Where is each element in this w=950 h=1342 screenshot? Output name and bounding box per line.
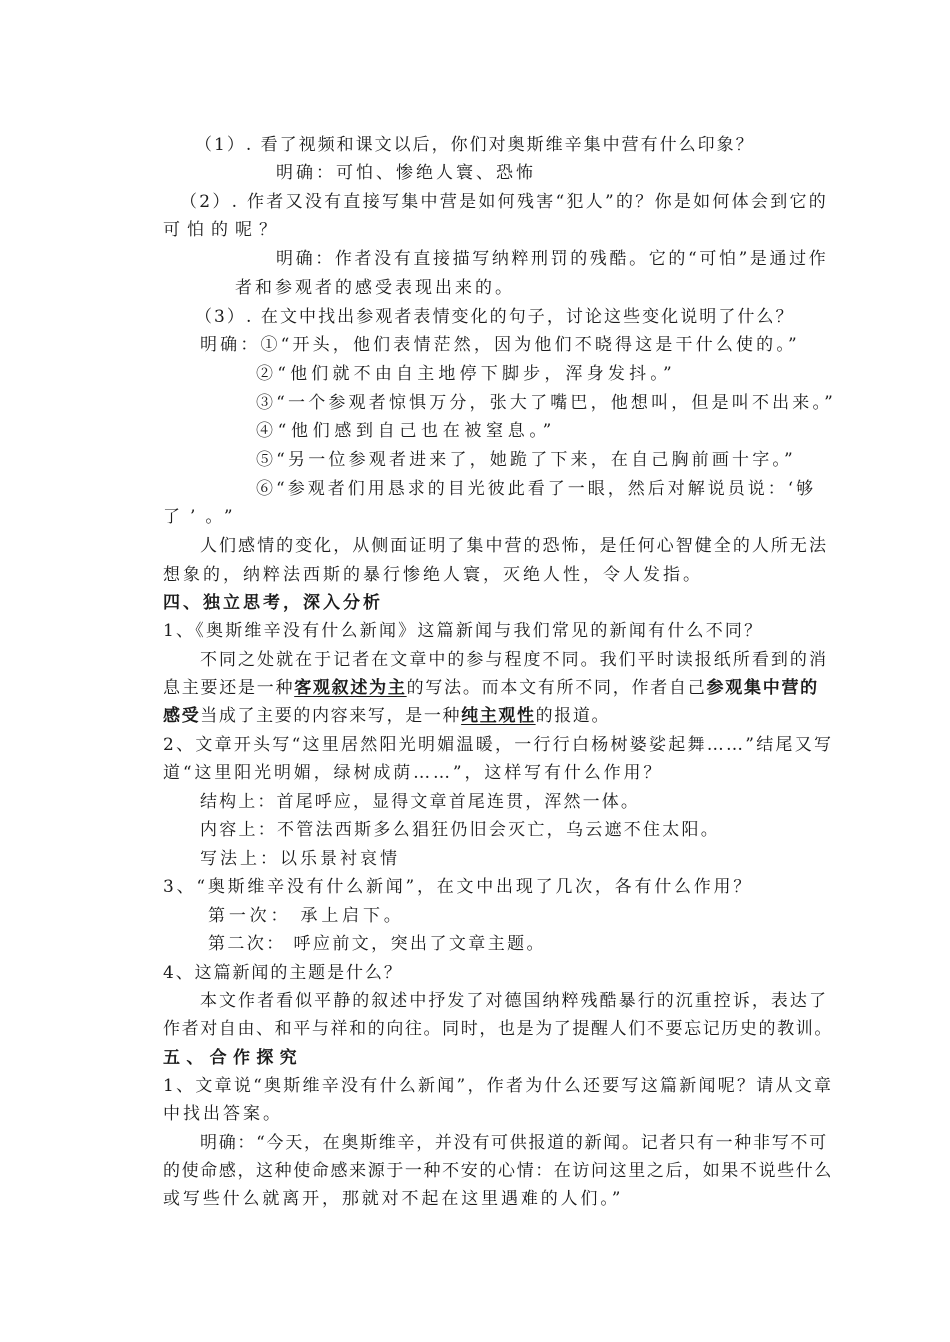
text-run: 的报道。 (535, 706, 611, 726)
s4-answer-structure: 结构上：首尾呼应，显得文章首尾连贯，浑然一体。 (200, 792, 640, 812)
s4-answer-3-first: 第一次： 承上启下。 (208, 906, 405, 926)
s4-answer-1: 不同之处就在于记者在文章中的参与程度不同。我们平时读报纸所看到的消 (200, 650, 828, 670)
emphasis-visit-feeling: 参观集中营的 (706, 678, 819, 698)
section-heading-4: 四、独立思考，深入分析 (163, 593, 383, 613)
answer-3-item-5: ⑤“另一位参观者进来了，她跪了下来，在自己胸前画十字。” (256, 450, 796, 470)
s4-question-2-cont: 道“这里阳光明媚，绿树成荫……”，这样写有什么作用？ (163, 763, 664, 783)
answer-1: 明确：可怕、惨绝人寰、恐怖 (276, 163, 536, 183)
s4-answer-3-second: 第二次： 呼应前文，突出了文章主题。 (208, 934, 546, 954)
answer-3-item-6-cont: 了’。” (163, 507, 243, 527)
question-2: （2）. 作者又没有直接写集中营是如何残害“犯人”的？你是如何体会到它的 (180, 192, 829, 212)
question-3: （3）. 在文中找出参观者表情变化的句子，讨论这些变化说明了什么？ (195, 307, 795, 327)
text-run: 当成了主要的内容来写，是一种 (200, 706, 462, 726)
s4-question-1: 1、《奥斯维辛没有什么新闻》这篇新闻与我们常见的新闻有什么不同？ (163, 621, 764, 641)
s5-answer-1: 明确：“今天，在奥斯维辛，并没有可供报道的新闻。记者只有一种非写不可 (200, 1133, 828, 1153)
question-1: （1）. 看了视频和课文以后，你们对奥斯维辛集中营有什么印象？ (195, 135, 755, 155)
section-heading-5: 五、合作探究 (163, 1048, 303, 1068)
text-run: 息主要还是一种 (163, 678, 295, 698)
s4-answer-1-line2 (163, 675, 819, 701)
s5-question-1: 1、文章说“奥斯维辛没有什么新闻”，作者为什么还要写这篇新闻呢？请从文章 (163, 1076, 834, 1096)
text-run: 的写法。而本文有所不同，作者自己 (406, 678, 707, 698)
answer-2: 明确：作者没有直接描写纳粹刑罚的残酷。它的“可怕”是通过作 (276, 249, 829, 269)
s4-question-3: 3、“奥斯维辛没有什么新闻”，在文中出现了几次，各有什么作用？ (163, 877, 754, 897)
answer-3-item-4: ④“他们感到自己也在被窒息。” (256, 421, 556, 441)
answer-3-item-1: 明确：①“开头，他们表情茫然，因为他们不晓得这是干什么使的。” (200, 335, 800, 355)
answer-2-cont: 者和参观者的感受表现出来的。 (235, 278, 515, 298)
question-2-cont: 可怕的呢？ (163, 220, 283, 240)
s4-answer-1-line3 (163, 703, 610, 729)
emphasis-subjective: 纯主观性 (461, 706, 536, 726)
s4-question-2: 2、文章开头写“这里居然阳光明媚温暖，一行行白杨树婆娑起舞……”结尾又写 (163, 735, 834, 755)
s4-answer-content: 内容上：不管法西斯多么猖狂仍旧会灭亡，乌云遮不住太阳。 (200, 820, 721, 840)
s4-answer-technique: 写法上：以乐景衬哀情 (200, 849, 400, 869)
summary-paragraph-cont: 想象的，纳粹法西斯的暴行惨绝人寰，灭绝人性，令人发指。 (163, 565, 703, 585)
answer-3-item-3: ③“一个参观者惊惧万分，张大了嘴巴，他想叫，但是叫不出来。” (256, 393, 836, 413)
s4-answer-4: 本文作者看似平静的叙述中抒发了对德国纳粹残酷暴行的沉重控诉，表达了 (200, 991, 828, 1011)
emphasis-visit-feeling-cont: 感受 (163, 706, 201, 726)
emphasis-objective: 客观叙述为主 (294, 678, 407, 698)
s4-question-4: 4、这篇新闻的主题是什么？ (163, 963, 403, 983)
answer-3-item-2: ②“他们就不由自主地停下脚步，浑身发抖。” (256, 364, 676, 384)
answer-3-item-6: ⑥“参观者们用恳求的目光彼此看了一眼，然后对解说员说：‘够 (256, 479, 817, 499)
s4-answer-4-cont: 作者对自由、和平与祥和的向往。同时，也是为了提醒人们不要忘记历史的教训。 (163, 1019, 833, 1039)
summary-paragraph: 人们感情的变化，从侧面证明了集中营的恐怖，是任何心智健全的人所无法 (200, 536, 828, 556)
s5-question-1-cont: 中找出答案。 (163, 1104, 283, 1124)
s5-answer-1-line2: 的使命感，这种使命感来源于一种不安的心情：在访问这里之后，如果不说些什么 (163, 1161, 833, 1181)
s5-answer-1-line3: 或写些什么就离开，那就对不起在这里遇难的人们。” (163, 1189, 624, 1209)
